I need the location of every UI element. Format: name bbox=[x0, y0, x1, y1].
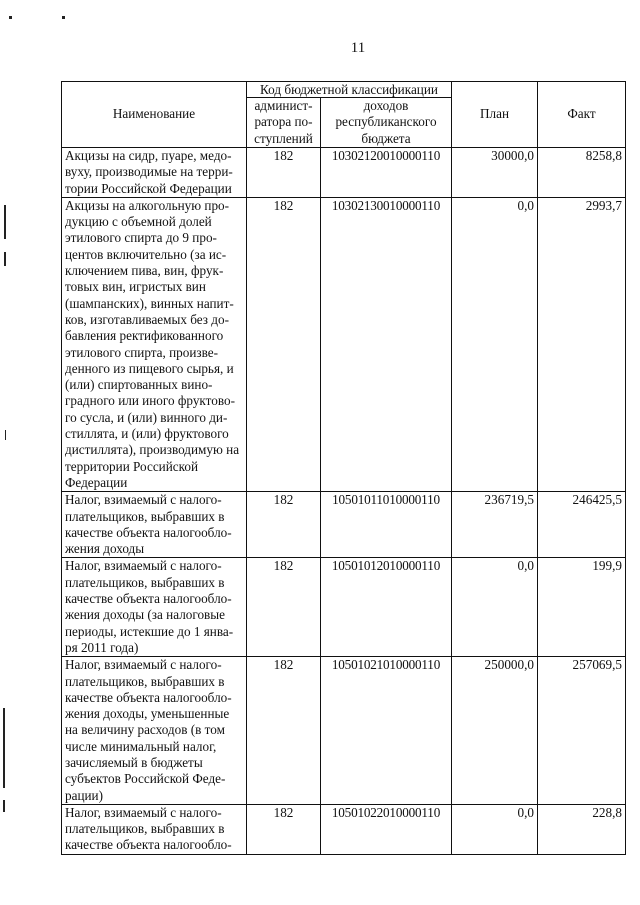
row-budget-code: 10302130010000110 bbox=[321, 197, 452, 491]
row-plan: 0,0 bbox=[452, 197, 538, 491]
row-fact: 199,9 bbox=[538, 558, 626, 657]
row-budget-code: 10501021010000110 bbox=[321, 657, 452, 805]
row-name: Налог, взимаемый с налого-плательщиков, выбравших в качестве объекта налогообло-жения доходы, уменьшенные на величину расходов (в том числе минимальный налог, зачисляемый в бюджеты субъектов Российской Феде-рации) bbox=[62, 657, 247, 805]
table-row bbox=[62, 197, 626, 491]
row-admin-code: 182 bbox=[247, 804, 321, 854]
table-row bbox=[62, 804, 626, 854]
row-budget-code: 10501012010000110 bbox=[321, 558, 452, 657]
scan-mark bbox=[4, 252, 6, 266]
page-number: 11 bbox=[350, 40, 366, 56]
header-budget-code: Код бюджетной классификации bbox=[247, 82, 452, 98]
row-plan: 236719,5 bbox=[452, 492, 538, 558]
row-plan: 30000,0 bbox=[452, 148, 538, 198]
header-row bbox=[62, 82, 626, 98]
table-row bbox=[62, 558, 626, 657]
header-fact: Факт bbox=[538, 82, 626, 148]
table-row bbox=[62, 148, 626, 198]
table-row bbox=[62, 492, 626, 558]
row-plan: 0,0 bbox=[452, 558, 538, 657]
scan-mark bbox=[3, 708, 5, 788]
header-revenue: доходов республиканского бюджета bbox=[321, 98, 452, 148]
row-budget-code: 10501011010000110 bbox=[321, 492, 452, 558]
row-admin-code: 182 bbox=[247, 657, 321, 805]
row-fact: 228,8 bbox=[538, 804, 626, 854]
row-budget-code: 10501022010000110 bbox=[321, 804, 452, 854]
row-name: Налог, взимаемый с налого-плательщиков, выбравших в качестве объекта налогообло-жения доходы bbox=[62, 492, 247, 558]
row-fact: 246425,5 bbox=[538, 492, 626, 558]
row-name: Акцизы на сидр, пуаре, медо-вуху, производимые на терри-тории Российской Федерации bbox=[62, 148, 247, 198]
row-plan: 0,0 bbox=[452, 804, 538, 854]
row-admin-code: 182 bbox=[247, 492, 321, 558]
scan-mark bbox=[3, 800, 5, 812]
row-fact: 257069,5 bbox=[538, 657, 626, 805]
row-admin-code: 182 bbox=[247, 197, 321, 491]
header-name: Наименование bbox=[62, 82, 247, 148]
scan-speck bbox=[62, 16, 65, 19]
row-name: Налог, взимаемый с налого-плательщиков, выбравших в качестве объекта налогообло-жения доходы (за налоговые периоды, истекшие до 1 янва-ря 2011 года) bbox=[62, 558, 247, 657]
header-plan: План bbox=[452, 82, 538, 148]
scan-speck bbox=[9, 16, 12, 19]
row-name: Акцизы на алкогольную про-дукцию с объемной долей этилового спирта до 9 про-центов включительно (за ис-ключением пива, вин, фрук-товых вин, игристых вин (шампанских), винных напит-ков, изготавливаемых без до-бавления ректификованного этилового спирта, произве-денного из пищевого сырья, и (или) спиртованных вино-градного или иного фруктово-го сусла, и (или) винного ди-стиллята, и (или) фруктового дистиллята), производимую на территории Российской Федерации bbox=[62, 197, 247, 491]
table-row bbox=[62, 657, 626, 805]
row-admin-code: 182 bbox=[247, 558, 321, 657]
row-fact: 2993,7 bbox=[538, 197, 626, 491]
budget-table bbox=[61, 81, 626, 855]
row-fact: 8258,8 bbox=[538, 148, 626, 198]
header-admin: админист-ратора по-ступлений bbox=[247, 98, 321, 148]
scan-mark bbox=[5, 430, 6, 440]
scan-mark bbox=[4, 205, 6, 239]
row-budget-code: 10302120010000110 bbox=[321, 148, 452, 198]
row-name: Налог, взимаемый с налого-плательщиков, выбравших в качестве объекта налогообло- bbox=[62, 804, 247, 854]
row-plan: 250000,0 bbox=[452, 657, 538, 805]
row-admin-code: 182 bbox=[247, 148, 321, 198]
